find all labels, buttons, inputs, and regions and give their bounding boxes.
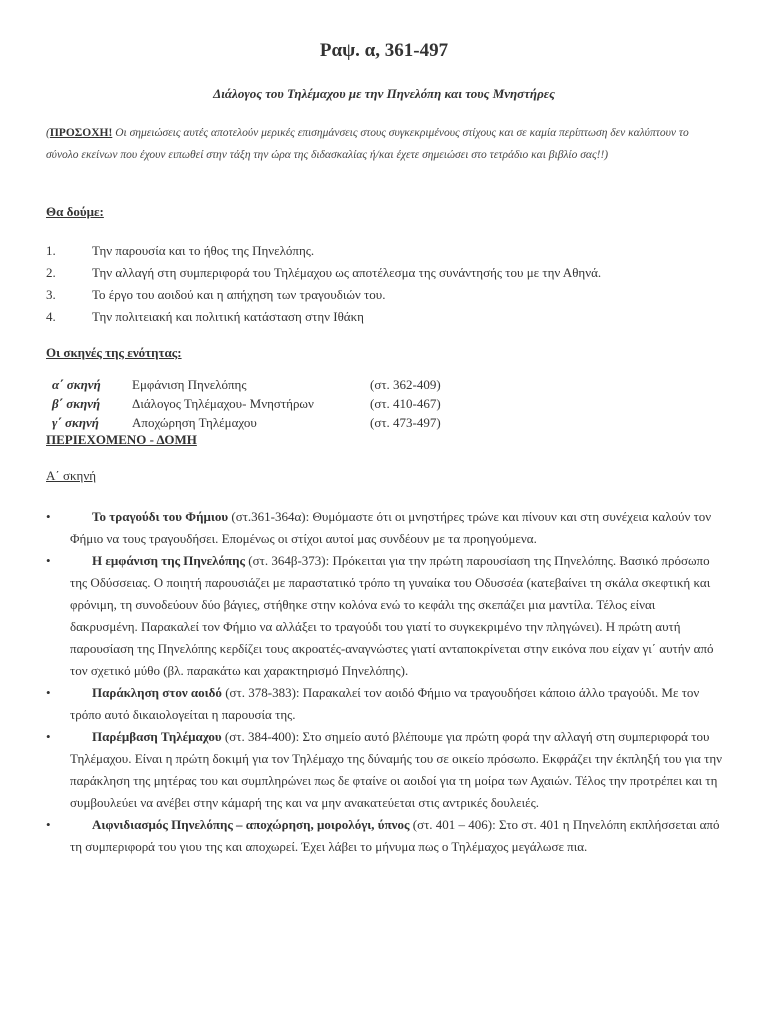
content-bullets xyxy=(46,506,722,858)
scene-name: Εμφάνιση Πηνελόπης xyxy=(132,377,247,392)
bullet-ref: (στ. 401 – 406) xyxy=(409,817,493,832)
bullet-title: Παράκληση στον αοιδό xyxy=(92,685,222,700)
page-title: Ραψ. α, 361-497 xyxy=(319,40,449,61)
bullet-text: : Θυμόμαστε ότι οι μνηστήρες τρώνε και πίνουν και στη συνέχεια καλούν τον Φήμιο να τους τραγουδήσει. Επομένως οι στίχοι αυτοί μας συνδέουν με τα προηγούμενα. xyxy=(70,509,712,546)
page-subtitle: Διάλογος του Τηλέμαχου με την Πηνελόπη και τους Μνηστήρες xyxy=(213,86,555,101)
list-item xyxy=(46,240,726,262)
bullet-ref: (στ. 384-400) xyxy=(221,729,296,744)
bullet-icon: • xyxy=(46,685,51,700)
note-text: Οι σημειώσεις αυτές αποτελούν μερικές επισημάνσεις στους συγκεκριμένους στίχους και σε καμία περίπτωση δεν καλύπτουν το σύνολο εκείνων που έχουν ειπωθεί στην τάξη την ώρα της διδασκαλίας ή/και έχετε σημειώσει στο τετράδιο και βιβλίο σας!!) xyxy=(46,127,689,161)
bullet-ref: (στ. 364β-373) xyxy=(245,553,326,568)
table-row xyxy=(52,413,470,432)
list-item-text: Το έργο του αοιδού και η απήχηση των τραγουδιών του. xyxy=(92,287,386,302)
list-item xyxy=(46,726,722,814)
bullet-text: : Παρακαλεί τον αοιδό Φήμιο να τραγουδήσει κάποιο άλλο τραγούδι. Με τον τρόπο αυτό δικαιολογείται η παρουσία της. xyxy=(70,685,700,722)
list-item-number: 3. xyxy=(46,287,56,302)
scene-name: Αποχώρηση Τηλέμαχου xyxy=(132,415,257,430)
list-item xyxy=(46,506,722,550)
list-item xyxy=(46,814,722,858)
list-item xyxy=(46,284,726,306)
warning-note xyxy=(46,122,712,166)
list-item xyxy=(46,262,726,284)
list-item xyxy=(46,550,722,682)
bullet-text: : Στο σημείο αυτό βλέπουμε για πρώτη φορά την αλλαγή στη συμπεριφορά του Τηλέμαχου. Είναι η πρώτη δοκιμή για τον Τηλέμαχο της δύναμής του σε οικείο πρόσωπο. Εκφράζει την έκπληξή του για την παράκληση της μητέρας του και συμπληρώνει πως δε φταίνε οι αοιδοί για τη μοίρα των Αχαιών. Τέλος την προτρέπει και τη συμβουλεύει να ανέβει στην κάμαρή της και να μην ανακατεύεται στις αντρικές δουλειές. xyxy=(70,729,723,810)
bullet-title: Η εμφάνιση της Πηνελόπης xyxy=(92,553,246,568)
list-item-number: 4. xyxy=(46,309,56,324)
scene-label: β΄ σκηνή xyxy=(52,396,101,411)
list-item-number: 1. xyxy=(46,243,56,258)
bullet-title: Αιφνιδιασμός Πηνελόπης – αποχώρηση, μοιρολόγι, ύπνος xyxy=(92,817,410,832)
scene-label: α΄ σκηνή xyxy=(52,377,101,392)
goals-list xyxy=(46,240,726,328)
content-heading: ΠΕΡΙΕΧΟΜΕΝΟ - ΔΟΜΗ xyxy=(46,432,197,447)
bullet-ref: (στ. 378-383) xyxy=(221,685,296,700)
scene-name: Διάλογος Τηλέμαχου- Μνηστήρων xyxy=(132,396,314,411)
scene-label: γ΄ σκηνή xyxy=(52,415,99,430)
list-item xyxy=(46,682,722,726)
bullet-title: Παρέμβαση Τηλέμαχου xyxy=(92,729,222,744)
scene-range: (στ. 410-467) xyxy=(370,396,441,411)
list-item-text: Την παρουσία και το ήθος της Πηνελόπης. xyxy=(92,243,315,258)
list-item-text: Την αλλαγή στη συμπεριφορά του Τηλέμαχου ως αποτέλεσμα της συνάντησής του με την Αθηνά. xyxy=(92,265,602,280)
scene-range: (στ. 362-409) xyxy=(370,377,441,392)
bullet-icon: • xyxy=(46,729,51,744)
list-item-text: Την πολιτειακή και πολιτική κατάσταση στην Ιθάκη xyxy=(92,309,364,324)
bullet-icon: • xyxy=(46,553,51,568)
table-row xyxy=(52,375,470,394)
note-warning-label: ΠΡΟΣΟΧΗ! xyxy=(49,127,113,139)
table-row xyxy=(52,394,470,413)
list-item-number: 2. xyxy=(46,265,56,280)
scenes-heading: Οι σκηνές της ενότητας: xyxy=(46,345,182,360)
scene-a-heading: Α΄ σκηνή xyxy=(46,468,97,483)
note-open-paren: ( xyxy=(46,127,50,139)
bullet-title: Το τραγούδι του Φήμιου xyxy=(92,509,229,524)
bullet-text: : Πρόκειται για την πρώτη παρουσίαση της Πηνελόπης. Βασικό πρόσωπο της Οδύσσειας. Ο ποιητή παρουσιάζει με παραστατικό τρόπο τη γυναίκα του Οδυσσέα (κατεβαίνει τη σκάλα σκεφτική και φρόνιμη, τη συνοδεύουν δύο βάγιες, στήθηκε στην κολόνα ενώ το κεφάλι της σκεπάζει μια μαντίλα. Τέλος είναι δακρυσμένη. Παρακαλεί τον Φήμιο να αλλάξει το τραγούδι του γιατί το συγκεκριμένο την πληγώνει). Η πρώτη αυτή παρουσίαση της Πηνελόπης κερδίζει τους ακροατές-αναγνώστες γιατί ανταποκρίνεται στην εικόνα που είχαν γι΄ αυτήν από τον σχετικό μύθο (βλ. παρακάτω και χαρακτηρισμό Πηνελόπης). xyxy=(70,553,714,678)
scene-range: (στ. 473-497) xyxy=(370,415,441,430)
goals-heading: Θα δούμε: xyxy=(46,204,104,219)
bullet-icon: • xyxy=(46,509,51,524)
scenes-table xyxy=(52,375,470,432)
list-item xyxy=(46,306,726,328)
bullet-ref: (στ.361-364α) xyxy=(228,509,306,524)
bullet-text: : Στο στ. 401 η Πηνελόπη εκπλήσσεται από τη συμπεριφορά του γιου της και αποχωρεί. Έχει λάβει το μήνυμα πως ο Τηλέμαχος μεγάλωσε πια. xyxy=(70,817,720,854)
bullet-icon: • xyxy=(46,817,51,832)
